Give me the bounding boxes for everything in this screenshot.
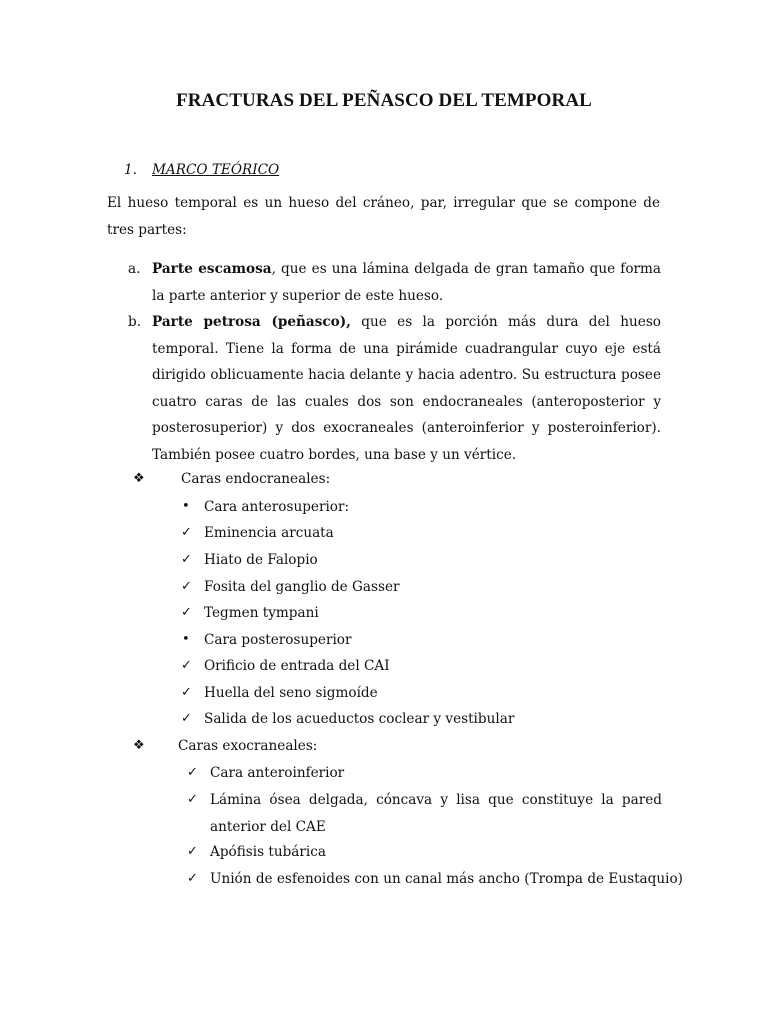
part-escamosa-label: Parte escamosa [152,261,272,277]
check-icon: ✓ [181,711,192,726]
part-petrosa [152,309,661,469]
list-item: Huella del seno sigmoíde [204,685,378,701]
check-icon: ✓ [187,844,198,859]
document-title: FRACTURAS DEL PEÑASCO DEL TEMPORAL [176,90,592,111]
list-item: Tegmen tympani [204,605,319,621]
check-icon: ✓ [181,579,192,594]
list-item: Unión de esfenoides con un canal más ancho (Trompa de Eustaquio) [210,871,683,887]
check-icon: ✓ [181,552,192,567]
endo-heading: Caras endocraneales: [181,471,331,487]
diamond-icon: ❖ [133,471,145,486]
exo-heading: Caras exocraneales: [178,738,318,754]
check-icon: ✓ [187,792,198,807]
part-escamosa [152,256,661,309]
check-icon: ✓ [181,685,192,700]
check-icon: ✓ [181,658,192,673]
list-item: Fosita del ganglio de Gasser [204,579,400,595]
check-icon: ✓ [181,605,192,620]
part-petrosa-text: que es la porción más dura del hueso temporal. Tiene la forma de una pirámide cuadrangular cuyo eje está dirigido oblicuamente hacia delante y hacia adentro. Su estructura posee cuatro caras de las cuales dos son endocraneales (anteroposterior y posterosuperior) y dos exocraneales (anteroinferior y posteroinferior). También posee cuatro bordes, una base y un vértice. [152,314,661,463]
list-item: Eminencia arcuata [204,525,334,541]
list-item: Apófisis tubárica [210,844,326,860]
bullet-icon: • [182,632,190,647]
check-icon: ✓ [181,525,192,540]
list-item: Cara anteroinferior [210,765,345,781]
list-marker-a: a. [128,261,141,277]
list-item: Cara posterosuperior [204,632,352,648]
list-item: Salida de los acueductos coclear y vestibular [204,711,515,727]
check-icon: ✓ [187,871,198,886]
check-icon: ✓ [187,765,198,780]
intro-paragraph: El hueso temporal es un hueso del cráneo, par, irregular que se compone de tres partes: [107,195,660,238]
list-item: Hiato de Falopio [204,552,318,568]
diamond-icon: ❖ [133,738,145,753]
part-escamosa-text: , que es una lámina delgada de gran tamaño que forma la parte anterior y superior de este hueso. [152,261,661,304]
list-item: Lámina ósea delgada, cóncava y lisa que constituye la pared anterior del CAE [210,792,662,835]
list-item: Cara anterosuperior: [204,499,350,515]
bullet-icon: • [182,499,190,514]
list-marker-b: b. [128,314,142,330]
part-petrosa-label: Parte petrosa (peñasco), [152,314,351,330]
section-title: MARCO TEÓRICO [152,162,280,178]
section-number: 1. [124,162,137,178]
list-item: Orificio de entrada del CAI [204,658,390,674]
